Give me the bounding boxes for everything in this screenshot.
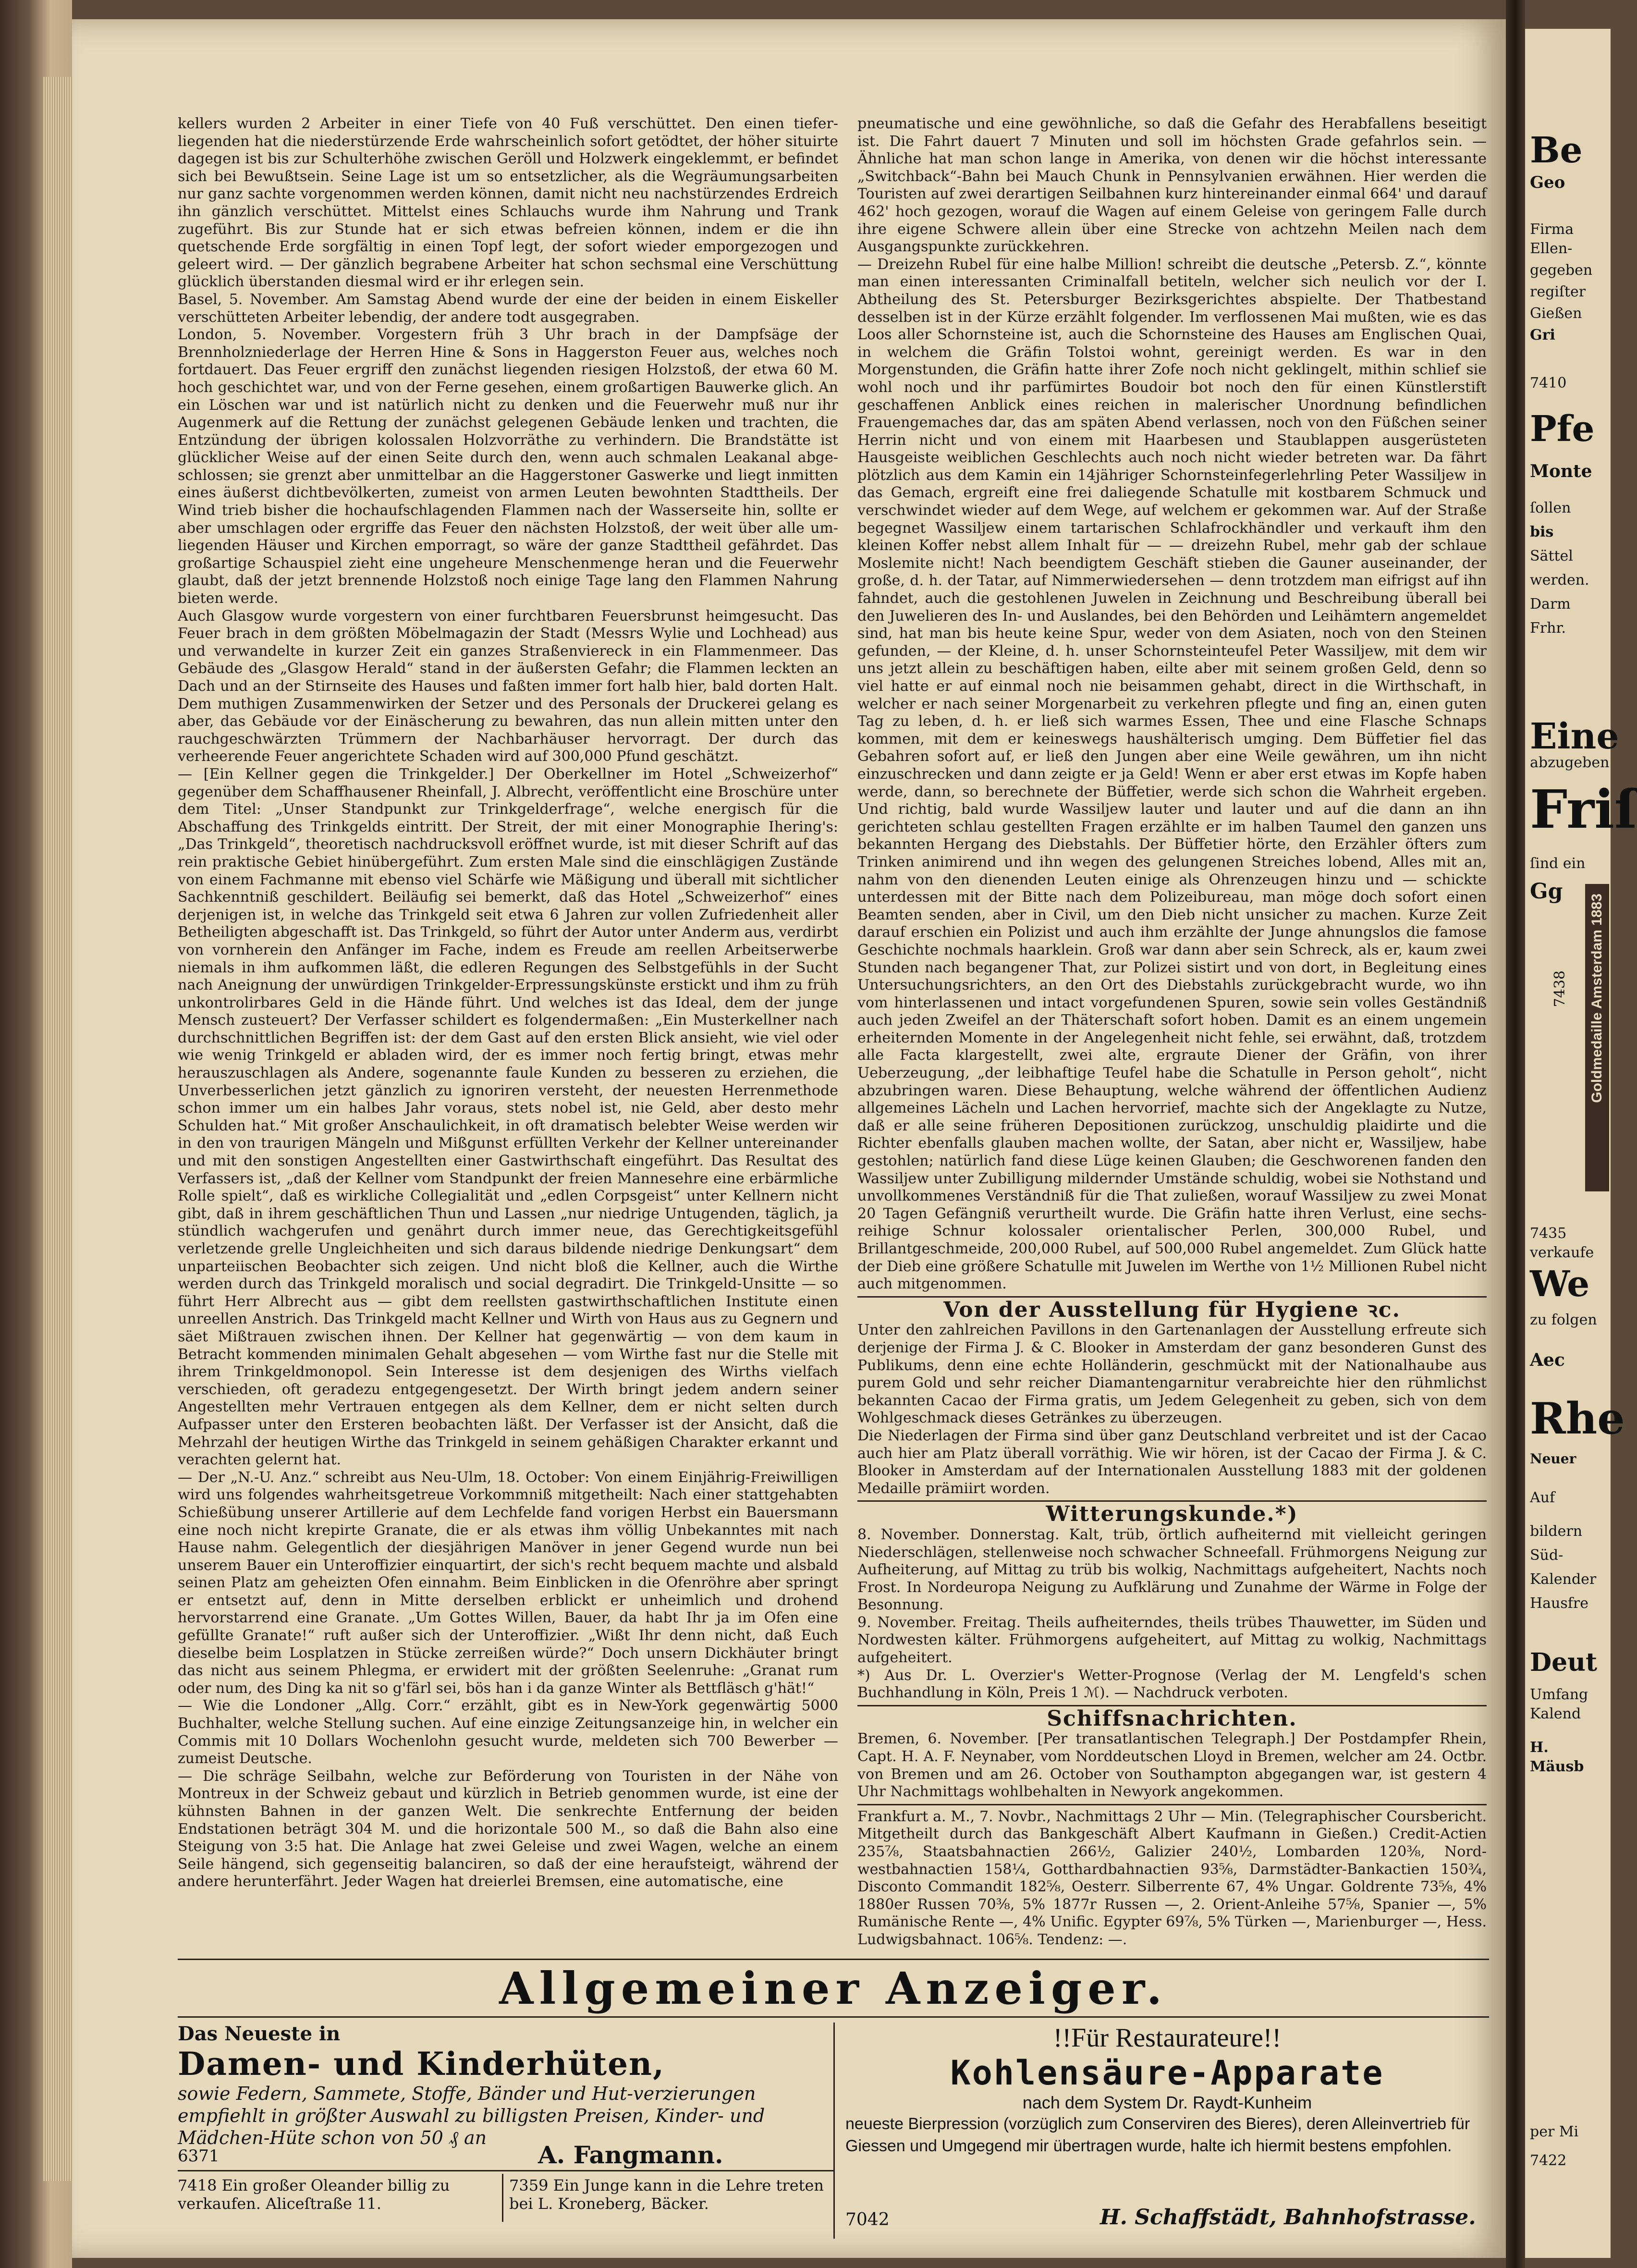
paragraph: 9. November. Freitag. Theils aufheiterndes, theils trübes Thauwetter, im Süden und Nordwesten kälter. Frühmorgens aufgeheitert, auf Mittag zu wolkig, Nachmittags aufgeheitert. [857,1614,1487,1667]
section-heading-shipping: Schiffsnachrichten. [1047,1706,1297,1731]
column-right [857,115,1487,1950]
fragment-text: Eine [1530,716,1619,757]
fragment-text: Gg [1530,879,1563,904]
fragment-text: Ellen- [1530,240,1573,257]
ad-advertiser: A. Fangmann. [538,2141,723,2169]
paragraph: kellers wurden 2 Arbeiter in einer Tiefe von 40 Fuß verschüttet. Den einen tieferliegenden hat die niederstürzende Erde wahrscheinlich sofort getödtet, der höher situirte dagegen ist bis zur Schulterhöhe zwischen Geröll und Holzwerk eingeklemmt, er befindet sich bei Bewußtsein. Seine Lage ist um so entsetzlicher, als die Wegräumungsarbeiten nur ganz sachte vorgenommen werden können, damit nicht neu nachstürzendes Erdreich ihn gänzlich verschüttet. Mittelst eines Schlauchs wurde ihm Nahrung und Trank zugeführt. Bis zur Stunde hat er sich etwas befreien können, indem er die ihn quetschende Erde sorgfältig in einen Topf legt, der sofort wieder emporgezogen und geleert wird. — Der gänzlich begrabene Arbeiter hat schon sechsmal eine Verschüttung glücklich überstanden diesmal wird er ihr erlegen sein. [178,115,838,291]
paragraph: — Dreizehn Rubel für eine halbe Million! schreibt die deutsche „Petersb. Z.“, könnte man einen interessanten Criminalfall betiteln, welcher sich neulich vor der I. Abtheilung des St. Petersburger Bezirksgerichtes abspielte. Der Thatbestand desselben ist in der Kürze erzählt folgender. Im verflossenen Mai mußten, wie es das Loos aller Schornsteine ist, auch die Schornsteine des Hauses am Englischen Quai, in welchem die Gräfin Tolstoi wohnt, gereinigt werden. Es war in den Morgenstunden, die Gräfin hatte ihrer Zofe noch nicht geklingelt, mithin schlief sie wohl noch und ihr parfümirtes Boudoir bot noch den für einen Künstlerstift geschaffenen Anblick eines reichen in malerischer Unordnung befindlichen Frauengemaches dar, das am späten Abend verlassen, noch von den Füßchen seiner Herrin nicht und von einem mit Haarbesen und Staublappen ausgerüsteten Hausgeiste weiblichen Geschlechts auch noch nicht wieder betreten war. Da fährt plötzlich aus dem Kamin ein 14jähriger Schornsteinfegerlehrling Peter Wassiljew in das Gemach, ergreift eine frei daliegende Schatulle mit kostbarem Schmuck und verschwindet wieder auf dem Wege, auf welchem er gekommen war. Auf der Straße begegnet Wassiljew einem tartarischen Schlafrockhändler und verkauft ihm den kleinen Koffer nebst allem Inhalt für — — dreizehn Rubel, mehr gab der schlaue Moslemite nicht! Nach beendigtem Geschäft stieben die Gauner auseinander, der große, d. h. der Tatar, auf Nimmerwiedersehen — denn trotzdem man eifrigst auf ihn fahndet, auch die gestohlenen Juwelen in Zeichnung und Beschreibung überall bei den Juwelieren des In- und Auslandes, bei den Behörden und Leihämtern angemeldet sind, hat man bis heute keine Spur, weder von dem Asiaten, noch von den Steinen gefunden, — der Kleine, d. h. unser Schornsteinteufel Peter Wassiljew, mit dem wir uns jetzt allein zu beschäftigen haben, eilte aber mit seinem großen Geld, denn so viel hatte er auf einmal noch nie beisammen gehabt, direct in die Wirthschaft, in welcher er nach seiner Morgenarbeit zu verkehren pflegte und fing an, einen guten Tag zu leben, d. h. er ließ sich warmes Essen, Thee und eine Flasche Schnaps kommen, mit dem er keineswegs haushälterisch umging. Dem Büffetier fiel das Gebahren sofort auf, er ließ den Jungen aber eine Weile gewähren, um ihn nicht einzuschrecken und dann zeigte er ja Geld! Wenn er aber erst etwas im Kopfe haben werde, dann, so berechnete der Büffetier, werde sich schon die Wahrheit ergeben. Und richtig, bald wurde Wassiljew lauter und lauter und auf die dann an ihn gerichteten schlau gestellten Fragen erzählte er im halben Taumel den ganzen uns bekannten Hergang des Diebstahls. Der Büffetier hörte, den Erzähler öfters zum Trinken animirend und ihn wegen des gelungenen Streiches lobend, Alles mit an, nahm von den dienenden Leuten einige als Ohrenzeugen hinzu und — schickte unterdessen mit der Bitte nach dem Polizeibureau, man möge doch sofort einen Beamten senden, aber in Civil, um den Dieb nicht unsicher zu machen. Kurze Zeit darauf erschien ein Polizist und auch ihm erzählte der Junge ahnungslos die famose Geschichte nochmals haarklein. Groß war dann aber sein Schreck, als er, kaum zwei Stunden nach begangener That, zur Polizei sistirt und von dort, in Begleitung eines Untersuchungsrichters, an den Ort des Diebstahls zurückgebracht wurde, wo ihn vom hinterlassenen und intact vorgefundenen Spuren, sowie sein volles Geständniß auch jeden Zweifel an der Thäterschaft sofort hoben. Damit es an einem ungemein erheiternden Momente in der Angelegenheit nicht fehle, sei erwähnt, daß, trotzdem alle Facta klargestellt, zwei alte, ergraute Diener der Gräfin, von ihrer Ueberzeugung, „der leibhaftige Teufel habe die Schatulle in Person geholt“, nicht abzubringen waren. Diese Behauptung, welche während der öffentlichen Audienz allgemeines Lächeln und Lachen hervorrief, machte sich der Angeklagte zu Nutze, daß er alle seine früheren Depositionen zurückzog, unschuldig plaidirte und die Richter ebenfalls glauben machen wollte, der Satan, aber nicht er, Wassiljew, habe gestohlen; natürlich fand diese Lüge keinen Glauben; die Geschworenen fanden den Wassiljew unter Zubilligung mildernder Umstände schuldig, wobei sie Nothstand und unvollkommenes Verständniß für die That zuließen, worauf Wassiljew zu zwei Monat 20 Tagen Gefängniß verurtheilt wurde. Die Gräfin hatte ihren Verlust, eine sechsreihige Schnur kolossaler orientalischer Perlen, 300,000 Rubel, und Brillantgeschmeide, 200,000 Rubel, auf 500,000 Rubel angemeldet. Zum Glück hatte der Dieb eine größere Schatulle mit Juwelen im Werthe von 1½ Millionen Rubel nicht auch mitgenommen. [857,256,1487,1293]
section-heading-hygiene: Von der Ausstellung für Hygiene ꝛc. [943,1297,1401,1322]
ad-line: Das Neueste in [178,2023,341,2045]
fragment-text: verkaufe [1530,1244,1594,1261]
ad-number: 6371 [178,2146,220,2166]
fragment-text: Hausfre [1530,1595,1588,1612]
ad-fangmann [178,2023,826,2167]
ad-number: 7418 [178,2176,217,2194]
fragment-text: 7435 [1530,1225,1567,1242]
book-left-edge [0,0,72,2268]
exchange-report: Frankfurt a. M., 7. Novbr., Nachmittags 2 Uhr — Min. (Telegraphischer Coursbericht. Mitgetheilt durch das Bankgeschäft Albert Kaufmann in Gießen.) Credit-Actien 235⅞, Staatsbahnactien 266½, Galizier 240½, Lombarden 120⅜, Nordwestbahnactien 158¼, Gotthardbahnactien 93⅝, Darmstädter-Bankactien 150¾, Disconto Commandit 182⅝, Oesterr. Silberrente 67, 4% Ungar. Goldrente 73⅝, 4% 1880er Russen 70⅜, 5% 1877r Russen —, 2. Orient-Anleihe 57⅝, Spanier —, 5% Rumänische Rente —, 4% Unific. Egypter 69⅞, 5% Türken —, Marienburger —, Hess. Ludwigsbahnact. 106⅝. Tendenz: —. [857,1808,1487,1948]
ad-text: Ein großer Oleander billig zu verkaufen. Aliceſtraße 11. [178,2176,450,2213]
fragment-text: Aec [1530,1350,1565,1370]
ads-banner: Allgemeiner Anzeiger. [499,1962,1168,2014]
book-gutter [1506,0,1525,2268]
ad-headline: Damen- und Kinderhüten, [178,2045,665,2083]
fragment-text: bis [1530,524,1554,540]
fragment-text: Kalend [1530,1705,1581,1722]
paragraph: — [Ein Kellner gegen die Trinkgelder.] Der Oberkellner im Hotel „Schweizerhof“ gegenüber dem Schaffhausener Rheinfall, J. Albrecht, veröffentlicht eine Broschüre unter dem Titel: „Unser Standpunkt zur Trinkgelderfrage“, welche energisch für die Abschaffung des Trinkgelds eintritt. Der Streit, der mit einer Monographie Ihering's: „Das Trinkgeld“, theoretisch nachdrucksvoll eröffnet wurde, ist mit dieser Schrift auf das rein praktische Gebiet hinübergeführt. Zum ersten Male sind die einschlägigen Zustände von einem Fachmanne mit ebenso viel Schärfe wie Mäßigung und überall mit sichtlicher Sachkenntniß geschildert. Beiläufig sei bemerkt, daß das Hotel „Schweizerhof“ eines derjenigen ist, in welche das Trinkgeld seit etwa 6 Jahren zur vollen Zufriedenheit aller Betheiligten abgeschafft ist. Das Trinkgeld, so führt der Autor unter Anderm aus, verdirbt von vornherein den Anfänger im Fache, indem es Freude am reellen Arbeitserwerbe niemals in ihm aufkommen läßt, die edleren Regungen des Selbstgefühls in der Sucht nach Aneignung der unwürdigen Trinkgelder-Erpressungskünste erstickt und ihm zu früh unkontrolirbares Geld in die Hände führt. Und welches ist das Ideal, dem der junge Mensch zusteuert? Der Verfasser schildert es folgendermaßen: „Ein Musterkellner nach durchschnittlichen Begriffen ist: der dem Gast auf den ersten Blick ansieht, wie viel oder wie wenig Trinkgeld er abladen wird, der es immer noch fertig bringt, etwas mehr herauszuschlagen als Andere, sogenannte faule Kunden zu besseren zu erziehen, die Unverbesserlichen jetzt gänzlich zu ignoriren versteht, der neuesten Herrenmethode schon immer um ein halbes Jahr voraus, stets nobel ist, nie Geld, aber desto mehr Schulden hat.“ Mit großer Anschaulichkeit, in oft dramatisch belebter Weise werden wir in den von traurigen Mängeln und Mißgunst erfüllten Verkehr der Kellner untereinander und mit den sonstigen Angestellten einer Gastwirthschaft eingeführt. Das Resultat des Verfassers ist, „daß der Kellner vom Standpunkt der freien Mannesehre eine erbärmliche Rolle spielt“, daß es wirkliche Collegialität und „edlen Corpsgeist“ unter Kellnern nicht gibt, daß in ihrem geschäftlichen Thun und Lassen „nur niedrige Untugenden, täglich, ja stündlich wachgerufen und genährt durch immer neue, das Gerechtigkeitsgefühl verletzende grelle Ungleichheiten und sich daraus bildende niedrige Denkungsart“ dem unparteiischen Beobachter sich zeigen. Und nicht bloß die Kellner, auch die Wirthe werden durch das Trinkgeld moralisch und social degradirt. Die Trinkgeld-Unsitte — so führt Herr Albrecht aus — gibt dem reellsten gastwirthschaftlichen Institute einen unreellen Anstrich. Das Trinkgeld macht Kellner und Wirth von Haus aus zu Gegnern und säet Mißtrauen zwischen ihnen. Der Kellner hat gegenwärtig — von dem kaum in Betracht kommenden minimalen Gehalt abgesehen — vom Wirthe fast nur die Stelle mit ihrem Trinkgeldmonopol. Sein Interesse ist dem desjenigen des Wirths vielfach verschieden, oft geradezu entgegengesetzt. Der Wirth bringt jedem andern seiner Angestellten mehr Vertrauen entgegen als dem Kellner, dem er nicht selten durch Aufpasser unter den Ersteren beobachten läßt. Der Verfasser ist der Ansicht, daß die Mehrzahl der heutigen Wirthe das Trinkgeld in seinem gehäßigen Charakter erkannt und verachten gelernt hat. [178,765,838,1469]
fragment-text: werden. [1530,572,1589,588]
advertisement-section [178,1962,1489,2241]
fragment-text: Rhe [1530,1393,1625,1444]
paragraph: Auch Glasgow wurde vorgestern von einer furchtbaren Feuersbrunst heimgesucht. Das Feuer brach in dem größten Möbelmagazin der Stadt (Messrs Wylie und Lochhead) aus und verwandelte in kurzer Zeit ein ganzes Straßenviereck in ein Flammenmeer. Das Gebäude des „Glasgow Herald“ stand in der äußersten Gefahr; die Flammen leckten an Dach und an der Stirnseite des Hauses und faßten immer fort halb hier, bald dorten Halt. Dem muthigen Zusammenwirken der Setzer und des Personals der Druckerei gelang es aber, das Gebäude vor der Einäscherung zu bewahren, das nun allein mitten unter den rauchgeschwärzten Trümmern der Nachbarhäuser hervorragt. Der durch das verheerende Feuer angerichtete Schaden wird auf 300,000 Pfund geschätzt. [178,607,838,765]
paragraph: Unter den zahlreichen Pavillons in den Gartenanlagen der Ausstellung erfreute sich derjenige der Firma J. & C. Blooker in Amsterdam der ganz besonderen Gunst des Publikums, denn eine echte Holländerin, geschmückt mit der Nationalhaube aus purem Gold und sehr reicher Diamantengarnitur verabreichte hier den rühmlichst bekannten Cacao der Firma gratis, um Jedem Gelegenheit zu geben, sich von dem Wohlgeschmack dieses Getränkes zu überzeugen. [857,1322,1487,1427]
fragment-text: per Mi [1530,2123,1579,2140]
fragment-text: Neuer [1530,1451,1576,1467]
fragment-text: Firma [1530,221,1574,238]
fragment-text: gegeben [1530,262,1593,279]
paragraph: Bremen, 6. November. [Per transatlantischen Telegraph.] Der Postdampfer Rhein, Capt. H. A. F. Neynaber, vom Norddeutschen Lloyd in Bremen, welcher am 24. Octbr. von Bremen und am 26. October von Southampton abgegangen war, ist gestern 4 Uhr Nachmittags wohlbehalten in Newyork angekommen. [857,1730,1487,1801]
fragment-text: Deut [1530,1648,1598,1677]
fragment-text: Pfe [1530,408,1595,450]
fragment-text: Gri [1530,327,1555,343]
divider [178,2170,833,2171]
ad-headline: Kohlensäure-Apparate [950,2053,1384,2093]
fragment-text: Kalender [1530,1571,1597,1588]
divider [178,1959,1489,1960]
fragment-text: Süd- [1530,1547,1564,1564]
paragraph: London, 5. November. Vorgestern früh 3 Uhr brach in der Dampfsäge der Brennholzniederlage der Herren Hine & Sons in Haggerston Feuer aus, welches noch fortdauert. Das Feuer ergriff den zunächst liegenden riesigen Holzstoß, der etwa 60 M. hoch geschichtet war, und von der Ferne gesehen, einem großartigen Bauwerke glich. An ein Löschen war und ist natürlich nicht zu denken und die Feuerwehr muß nur ihr Augenmerk auf die Rettung der zunächst gelegenen Gebäude lenken und trachten, die Entzündung der übrigen kolossalen Holzvorräthe zu verhindern. Die Brandstätte ist glücklicher Weise auf der einen Seite durch den, wenn auch schmalen Leakanal abgeschlossen; sie grenzt aber unmittelbar an die Haggerstoner Gaswerke und liegt inmitten eines äußerst dichtbevölkerten, zumeist von armen Leuten bewohnten Stadttheils. Der Wind trieb bisher die hochaufschlagenden Flammen nach der Wasserseite hin, sollte er aber umschlagen oder ergriffe das Feuer den nächsten Holzstoß, der weit über alle umliegenden Häuser und Kirchen emporragt, so wäre der ganze Stadttheil gefährdet. Das großartige Schauspiel zieht eine ungeheure Menschenmenge heran und die Feuerwehr glaubt, daß der jetzt brennende Holzstoß noch einige Tage lang den Flammen Nahrung bieten werde. [178,326,838,607]
fragment-text: bildern [1530,1523,1583,1540]
ad-kohlensaeure [845,2023,1489,2239]
paragraph: pneumatische und eine gewöhnliche, so daß die Gefahr des Herabfallens beseitigt ist. Die Fahrt dauert 7 Minuten und soll im höchsten Grade gefahrlos sein. — Ähnliche hat man schon lange in Amerika, von denen wir die höchst interessante „Switchback“-Bahn bei Mauch Chunk in Pennsylvanien erwähnen. Hier werden die Touristen auf zwei derartigen Seilbahnen kurz hintereinander einmal 664' und darauf 462' hoch gezogen, worauf die Wagen auf einem Geleise von geringem Falle durch ihre eigene Schwere allein über eine Strecke von achtzehn Meilen nach dem Ausgangspunkte zurückkehren. [857,115,1487,256]
fragment-text: Mäusb [1530,1758,1584,1775]
stamp-text: Goldmedaille Amsterdam 1883 [1589,894,1605,1103]
fragment-text: Gießen [1530,305,1582,322]
fragment-text: Frhr. [1530,620,1566,637]
paragraph: 8. November. Donnerstag. Kalt, trüb, örtlich aufheiternd mit vielleicht geringen Niederschlägen, stellenweise noch schwacher Schneefall. Frühmorgens Neigung zur Aufheiterung, auf Mittag zu trüb bis wolkig, Nachmittags aufgeheitert, Nachts noch Frost. In Nordeuropa Neigung zu Aufklärung und Zunahme der Wärme in Folge der Besonnung. [857,1526,1487,1614]
small-ad-lehre [509,2176,831,2213]
fragment-text: Sättel [1530,548,1573,564]
fragment-text: Be [1530,130,1583,171]
page-stack [43,77,72,2181]
divider [502,2174,503,2222]
fragment-text: Umfang [1530,1686,1588,1703]
footnote: *) Aus Dr. L. Overzier's Wetter-Prognose (Verlag der M. Lengfeld's schen Buchhandlung in Köln, Preis 1 ℳ). — Nachdruck verboten. [857,1667,1487,1702]
paragraph: — Wie die Londoner „Allg. Corr.“ erzählt, gibt es in New-York gegenwärtig 5000 Buchhalter, welche Stellung suchen. Auf eine einzige Zeitungsanzeige hin, in welcher ein Commis mit 10 Dollars Wochenlohn gesucht wurde, meldeten sich 700 Bewerber — zumeist Deutsche. [178,1697,838,1767]
fragment-text: zu folgen [1530,1312,1597,1328]
paragraph: — Die schräge Seilbahn, welche zur Beförderung von Touristen in der Nähe von Montreux in der Schweiz gebaut und kürzlich in Betrieb genommen wurde, ist eine der kühnsten Bahnen in der ganzen Welt. Die senkrechte Entfernung der beiden Endstationen beträgt 304 M. und die horizontale 500 M., so daß die Bahn also eine Steigung von 3:5 hat. Die Anlage hat zwei Geleise und zwei Wagen, welche an einem Seile hängend, sich gegenseitig balanciren, so daß der eine heraufsteigt, während der andere herunterfährt. Jeder Wagen hat dreierlei Bremsen, eine automatische, eine [178,1767,838,1890]
fragment-text: Geo [1530,173,1565,192]
fragment-text: 7422 [1530,2152,1567,2169]
ad-line: neueste Bierpression (vorzüglich zum Conserviren des Bieres), deren Alleinvertrieb für Giessen und Umgegend mir übertragen wurde, halte ich hiermit bestens empfohlen. [845,2115,1470,2155]
ad-text: Ein Junge kann in die Lehre treten bei L. Kroneberg, Bäcker. [509,2176,824,2213]
fragment-text: 7410 [1530,375,1567,392]
divider [178,2016,1489,2018]
ad-number: 7042 [845,2210,890,2230]
goldmedaille-stamp [1585,884,1609,1191]
fragment-text: regiſter [1530,283,1586,300]
fragment-text: abzugeben [1530,754,1610,771]
fragment-text: Darm [1530,596,1571,613]
fragment-text: Auf [1530,1489,1555,1506]
section-heading-weather: Witterungskunde.*) [1046,1502,1298,1527]
divider [857,1804,1487,1805]
ad-line: sowie Federn, Sammete, Stoffe, Bänder und Hut-verzierungen empfiehlt in größter Auswahl zu billigsten Preisen, Kinder- und Mädchen-Hüte schon von 50 ₰ an [178,2083,765,2148]
ad-number: 7359 [509,2176,549,2194]
fragment-text: Monte [1530,461,1592,481]
divider [833,2023,835,2239]
paragraph: Basel, 5. November. Am Samstag Abend wurde der eine der beiden in einem Eiskeller verschütteten Arbeiter lebendig, der andere todt ausgegraben. [178,291,838,326]
fragment-text: ſind ein [1530,855,1586,872]
fragment-text: Friſ [1530,778,1637,840]
ad-line: nach dem System Dr. Raydt-Kunheim [1022,2093,1312,2112]
small-ad-oleander [178,2176,495,2213]
paragraph: — Der „N.-U. Anz.“ schreibt aus Neu-Ulm, 18. October: Von einem Einjährig-Freiwilligen wird uns folgendes wahrheitsgetreue Vorkommniß mitgetheilt: Nach einer stattgehabten Schießübung unserer Artillerie auf dem Lechfelde fand vorigen Herbst ein Bauersmann eine noch nicht krepirte Granate, die er als etwas ihm völlig Unbekanntes mit nach Hause nahm. Gelegentlich der diesjährigen Manöver in jener Gegend wurde nun bei unserem Bauer ein Unteroffizier einquartirt, der sich's recht bequem machte und alsbald seinen Platz am geheizten Ofen einnahm. Beim Einblicken in die Ofenröhre aber springt er entsetzt auf, denn in Mitte derselben erblickt er unheimlich und drohend hervorstarrend eine Granate. „Um Gottes Willen, Bauer, da habt Ihr ja im Ofen eine gefüllte Granate!“ ruft außer sich der Unteroffizier. „Wißt Ihr denn nicht, daß Euch dieselbe beim Losplatzen in Stücke zerreißen würde?“ Doch unsern Dickhäuter bringt das nicht aus seinem Phlegma, er erwidert mit der größten Seelenruhe: „Granat rum oder num, des Ding ka nit so g'färl sei, bös han i da ganze Winter als Bettfläsch g'hät!“ [178,1469,838,1697]
fragment-text: H. [1530,1739,1549,1756]
column-left [178,115,838,1950]
stamp-number: 7438 [1551,970,1568,1007]
ad-advertiser: H. Schaffstädt, Bahnhofstrasse. [1100,2205,1476,2230]
ad-line: !!Für Restaurateure!! [1053,2023,1282,2053]
fragment-text: ſollen [1530,500,1571,516]
fragment-text: We [1530,1263,1590,1305]
paragraph: Die Niederlagen der Firma sind über ganz Deutschland verbreitet und ist der Cacao auch hier am Platz überall vorräthig. Wie wir hören, ist der Cacao der Firma J. & C. Blooker in Amsterdam auf der Internationalen Ausstellung 1883 mit der goldenen Medaille prämiirt worden. [857,1427,1487,1497]
